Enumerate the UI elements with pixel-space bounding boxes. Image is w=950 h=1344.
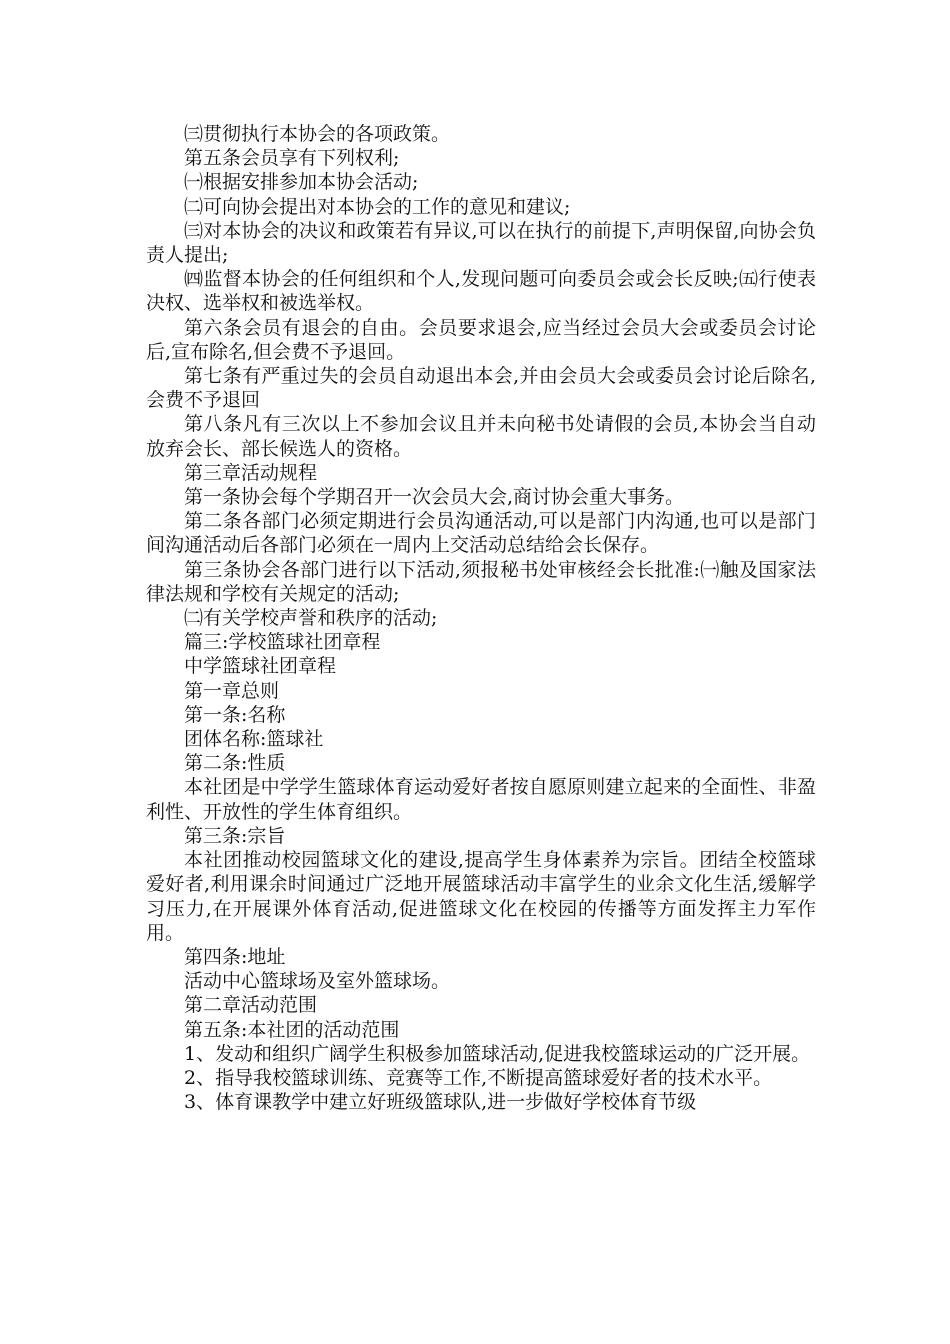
list-item: 3、体育课教学中建立好班级篮球队,进一步做好学校体育节级 xyxy=(184,1091,697,1114)
paragraph: 本社团是中学学生篮球体育运动爱好者按自愿原则建立起来的全面性、非盈利性、开放性的学生体育组织。 xyxy=(146,776,816,823)
document-title: 中学篮球社团章程 xyxy=(184,655,337,678)
document-body xyxy=(146,122,816,1114)
paragraph: 第一条协会每个学期召开一次会员大会,商讨协会重大事务。 xyxy=(184,486,685,509)
paragraph: 第六条会员有退会的自由。会员要求退会,应当经过会员大会或委员会讨论后,宣布除名,但会费不予退回。 xyxy=(146,316,816,363)
paragraph: ㈡可向协会提出对本协会的工作的意见和建议; xyxy=(184,195,571,218)
list-item: 1、发动和组织广阔学生积极参加篮球活动,促进我校篮球运动的广泛开展。 xyxy=(184,1042,811,1065)
section-heading: 第一章总则 xyxy=(184,679,280,702)
paragraph: ㈠根据安排参加本协会活动; xyxy=(184,171,419,194)
section-heading: 第二章活动范围 xyxy=(184,994,318,1017)
paragraph: 本社团推动校园篮球文化的建设,提高学生身体素养为宗旨。团结全校篮球爱好者,利用课余时间通过广泛地开展篮球活动丰富学生的业余文化生活,缓解学习压力,在开展课外体育活动,促进篮球文化在校园的传播等方面发挥主力军作用。 xyxy=(146,849,816,944)
article-heading: 第四条:地址 xyxy=(184,945,286,968)
list-item: 2、指导我校篮球训练、竞赛等工作,不断提高篮球爱好者的技术水平。 xyxy=(184,1066,773,1089)
paragraph: 第八条凡有三次以上不参加会议且并未向秘书处请假的会员,本协会当自动放弃会长、部长候选人的资格。 xyxy=(146,413,816,460)
paragraph: 第二条各部门必须定期进行会员沟通活动,可以是部门内沟通,也可以是部门间沟通活动后各部门必须在一周内上交活动总结给会长保存。 xyxy=(146,510,816,557)
paragraph: ㈢贯彻执行本协会的各项政策。 xyxy=(184,123,451,145)
paragraph: ㈣监督本协会的任何组织和个人,发现问题可向委员会或会长反映;㈤行使表决权、选举权和被选举权。 xyxy=(146,268,816,315)
article-heading: 第三条:宗旨 xyxy=(184,824,286,847)
paragraph: 团体名称:篮球社 xyxy=(184,728,324,751)
section-heading: 第三章活动规程 xyxy=(184,461,318,484)
article-heading: 第二条:性质 xyxy=(184,752,286,775)
paragraph: 活动中心篮球场及室外篮球场。 xyxy=(184,970,451,993)
paragraph: 第七条有严重过失的会员自动退出本会,并由会员大会或委员会讨论后除名,会费不予退回 xyxy=(146,365,816,412)
paragraph: ㈢对本协会的决议和政策若有异议,可以在执行的前提下,声明保留,向协会负责人提出; xyxy=(146,219,816,267)
paragraph: 第三条协会各部门进行以下活动,须报秘书处审核经会长批准:㈠触及国家法律法规和学校有关规定的活动; xyxy=(146,558,816,605)
paragraph: ㈡有关学校声誉和秩序的活动; xyxy=(184,607,438,630)
article-heading: 第一条:名称 xyxy=(184,703,286,726)
article-heading: 第五条:本社团的活动范围 xyxy=(184,1018,400,1041)
section-heading: 篇三:学校篮球社团章程 xyxy=(184,631,381,654)
paragraph: 第五条会员享有下列权利; xyxy=(184,147,400,170)
